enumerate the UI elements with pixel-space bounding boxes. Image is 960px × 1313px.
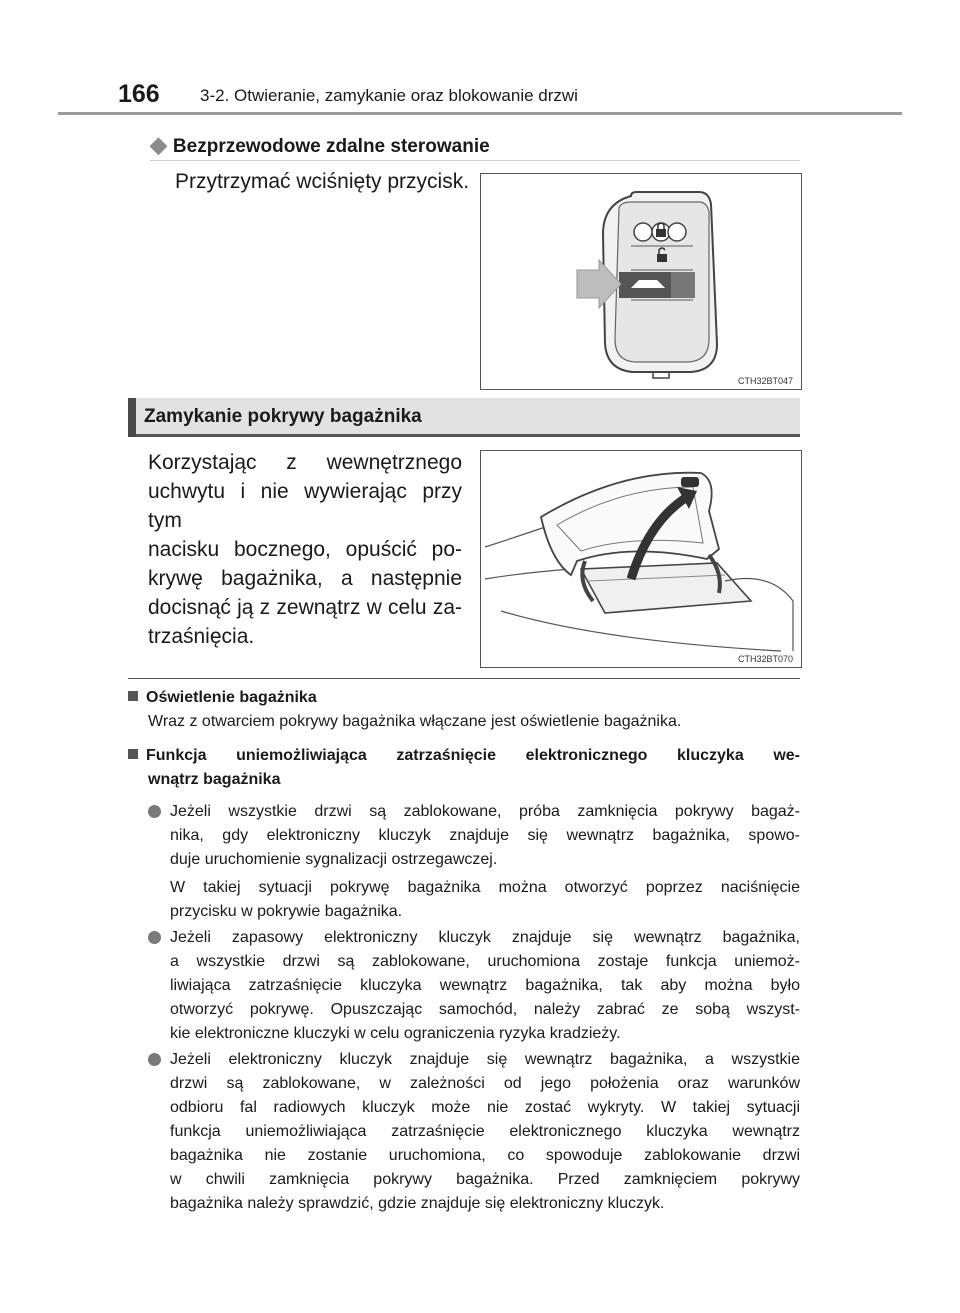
page-number: 166 xyxy=(118,80,160,108)
closing-line: uchwytu i nie wywierając przy tym xyxy=(148,480,462,532)
note-lockout xyxy=(128,744,800,792)
closing-instruction xyxy=(148,448,462,651)
key-fob-illustration xyxy=(481,174,801,389)
dot-bullet-icon xyxy=(148,805,161,818)
section-accent xyxy=(128,398,136,437)
note-heading-text: Funkcja uniemożliwiająca zatrzaśnięcie elektronicznego kluczyka we- xyxy=(146,747,800,764)
bullet-line: Jeżeli zapasowy elektroniczny kluczyk znajduje się wewnątrz bagażnika, xyxy=(170,929,800,946)
chapter-title: 3-2. Otwieranie, zamykanie oraz blokowanie drzwi xyxy=(200,86,578,105)
note-heading xyxy=(128,686,800,710)
bullet-line: funkcja uniemożliwiająca zatrzaśnięcie elektronicznego kluczyka wewnątrz xyxy=(170,1123,800,1140)
subsection-title-text: Bezprzewodowe zdalne sterowanie xyxy=(172,136,490,157)
bullet-line: bagażnika nie zostanie uruchomiona, co spowoduje zablokowanie drzwi xyxy=(170,1147,800,1164)
section-header xyxy=(128,398,800,437)
trunk-figure xyxy=(480,450,802,668)
bullet-line: drzwi są zablokowane, w zależności od jego położenia oraz warunków xyxy=(170,1075,800,1092)
bullet-item xyxy=(148,926,800,1046)
dot-bullet-icon xyxy=(148,931,161,944)
bullet-line: przycisku w pokrywie bagażnika. xyxy=(170,903,403,920)
closing-line: docisnąć ją z zewnątrz w celu za- xyxy=(148,596,462,619)
figure-code: CTH32BT070 xyxy=(737,654,793,664)
bullet-line: kie elektroniczne kluczyki w celu ograniczenia ryzyka kradzieży. xyxy=(170,1025,621,1042)
closing-line: trzaśnięcia. xyxy=(148,625,255,648)
bullet-followup xyxy=(148,876,800,924)
bullet-line: duje uruchomienie sygnalizacji ostrzegawczej. xyxy=(170,851,498,868)
bullet-line: Jeżeli wszystkie drzwi są zablokowane, próba zamknięcia pokrywy bagaż- xyxy=(170,803,800,820)
note-heading xyxy=(128,744,800,792)
closing-line: krywę bagażnika, a następnie xyxy=(148,567,462,590)
square-bullet-icon xyxy=(128,749,138,759)
bullet-line: w chwili zamknięcia pokrywy bagażnika. Przed zamknięciem pokrywy xyxy=(170,1171,800,1188)
note-heading-line: wnątrz bagażnika xyxy=(148,771,281,788)
key-fob-figure xyxy=(480,173,802,390)
bullet-line: W takiej sytuacji pokrywę bagażnika można otworzyć poprzez naciśnięcie xyxy=(170,879,800,896)
note-heading-text: Oświetlenie bagażnika xyxy=(146,689,317,706)
closing-line: Korzystając z wewnętrznego xyxy=(148,451,462,474)
bullet-line: otworzyć pokrywę. Opuszczając samochód, należy zabrać ze sobą wszyst- xyxy=(170,1001,800,1018)
bullet-item xyxy=(148,800,800,872)
figure-code: CTH32BT047 xyxy=(737,376,793,386)
bullet-line: liwiająca zatrzaśnięcie kluczyka wewnątrz bagażnika, tak aby można było xyxy=(170,977,800,994)
bullet-line: a wszystkie drzwi są zablokowane, uruchomiona zostaje funkcja uniemoż- xyxy=(170,953,800,970)
diamond-icon: ◆ xyxy=(150,132,167,157)
bullet-line: nika, gdy elektroniczny kluczyk znajduje się wewnątrz bagażnika, spowo- xyxy=(170,827,800,844)
remote-instruction: Przytrzymać wciśnięty przycisk. xyxy=(175,170,470,193)
header-rule xyxy=(58,112,902,115)
bullet-line: bagażnika należy sprawdzić, gdzie znajduje się elektroniczny kluczyk. xyxy=(170,1195,665,1212)
subsection-rule xyxy=(150,160,800,161)
note-body: Wraz z otwarciem pokrywy bagażnika włączane jest oświetlenie bagażnika. xyxy=(148,713,682,730)
section-title: Zamykanie pokrywy bagażnika xyxy=(144,406,422,427)
trunk-illustration xyxy=(481,451,801,667)
note-heading-line xyxy=(128,744,800,768)
dot-bullet-icon xyxy=(148,1053,161,1066)
note-lighting xyxy=(128,686,800,734)
bullet-line: odbioru fal radiowych kluczyk może nie zostać wykryty. W takiej sytuacji xyxy=(170,1099,800,1116)
subsection-title xyxy=(150,132,490,158)
notes-rule xyxy=(128,678,800,679)
square-bullet-icon xyxy=(128,691,138,701)
bullet-item xyxy=(148,1048,800,1216)
bullet-line: Jeżeli elektroniczny kluczyk znajduje się wewnątrz bagażnika, a wszystkie xyxy=(170,1051,800,1068)
closing-line: nacisku bocznego, opuścić po- xyxy=(148,538,462,561)
